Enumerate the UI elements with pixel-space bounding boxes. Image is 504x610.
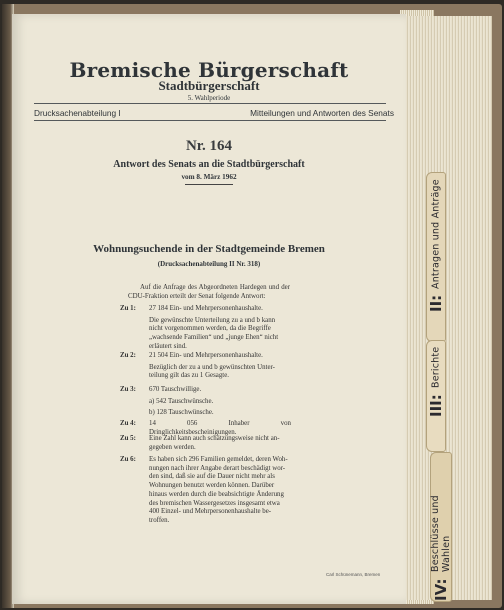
section-left: Drucksachenabteilung I [34, 108, 121, 118]
answer-label: Zu 6: [120, 456, 136, 463]
answer-line: a) 542 Tauschwünsche. [149, 397, 214, 405]
answer-text [149, 456, 291, 526]
topic-heading: Wohnungsuchende in der Stadtgemeinde Bremen [93, 243, 325, 255]
answer-text [149, 352, 291, 381]
header-rule-bottom [34, 120, 386, 121]
answer-line: Eine Zahl kann auch schätzungsweise nicht an- [149, 435, 280, 442]
tab-berichte[interactable] [426, 340, 446, 452]
tab-label: Beschlüsse und Wahlen [430, 495, 452, 573]
document-date: vom 8. März 1962 [181, 173, 237, 181]
answer-line: 670 Tauschwillige. [149, 386, 202, 393]
document-page [12, 14, 406, 604]
answer-label: Zu 3: [120, 386, 136, 393]
answer-label: Zu 2: [120, 352, 136, 359]
answer-line: gegeben werden. [149, 443, 196, 451]
answer-line: den sind, daß sie auf die Dauer nicht mehr als [149, 473, 275, 481]
answer-text [149, 386, 291, 418]
answer-line: des bremischen Wassergesetzes insgesamt etwa [149, 499, 280, 507]
section-right: Mitteilungen und Antworten des Senats [250, 108, 394, 118]
answer-line: troffen. [149, 516, 170, 524]
divider [185, 184, 233, 185]
answer-line: Bezüglich der zu a und b gewünschten Unter- [149, 363, 275, 371]
answer-line: Wohnungen benutzt werden können. Darüber [149, 482, 275, 490]
answer-line: b) 128 Tauschwünsche. [149, 409, 214, 417]
answer-line: nicht vorgenommen werden, da die Begriffe [149, 325, 271, 333]
tab-label: Berichte [430, 347, 442, 389]
answer-line: 400 Einzel- und Mehrpersonenhaushalte be- [149, 508, 272, 516]
answer-line: teilung gilt das zu 1 Gesagte. [149, 372, 229, 380]
answer-line: nungen nach ihrer Angabe derart beschädigt wor- [149, 464, 286, 472]
tab-antragen[interactable] [426, 172, 446, 342]
answer-text [149, 435, 291, 452]
answer-line: erläutert sind. [149, 342, 187, 350]
answer-line: Es haben sich 296 Familien gemeldet, deren Woh- [149, 456, 288, 463]
tab-number: II: [427, 294, 445, 312]
intro-paragraph: Auf die Anfrage des Abgeordneten Hardegen und der CDU-Fraktion erteilt der Senat folgende Antwort: [128, 284, 290, 300]
tab-number: IV: [432, 578, 450, 601]
answer-label: Zu 5: [120, 435, 136, 442]
answer-line: Die gewünschte Unterteilung zu a und b kann [149, 316, 276, 324]
answer-line: 27 184 Ein- und Mehrpersonenhaushalte. [149, 305, 263, 312]
answer-line: „wachsende Familien“ und „junge Ehen“ nicht [149, 334, 279, 342]
answer-text [149, 305, 291, 352]
document-number: Nr. 164 [185, 138, 233, 154]
header-rule-top [34, 103, 386, 104]
period-label: 5. Wahlperiode [187, 94, 231, 102]
answer-label: Zu 1: [120, 305, 136, 312]
tab-number: III: [427, 394, 445, 418]
reference: (Drucksachenabteilung II Nr. 318) [157, 260, 261, 268]
printer-imprint: Carl Schünemann, Bremen [326, 572, 381, 577]
answer-label: Zu 4: [120, 420, 136, 427]
page-subtitle: Stadtbürgerschaft [158, 78, 260, 93]
answer-line: hinaus werden durch die beabsichtigte Änderung [149, 490, 284, 498]
tab-label: Antragen und Anträge [430, 179, 442, 289]
answer-line: 21 504 Ein- und Mehrpersonenhaushalte. [149, 352, 263, 359]
answer-title: Antwort des Senats an die Stadtbürgerschaft [113, 159, 305, 170]
tab-beschluesse[interactable] [430, 452, 452, 602]
answer-line: 14 056 Inhaber von Dringlichkeitsbescheinigungen. [149, 420, 291, 436]
page-title: Bremische Bürgerschaft [69, 58, 349, 82]
